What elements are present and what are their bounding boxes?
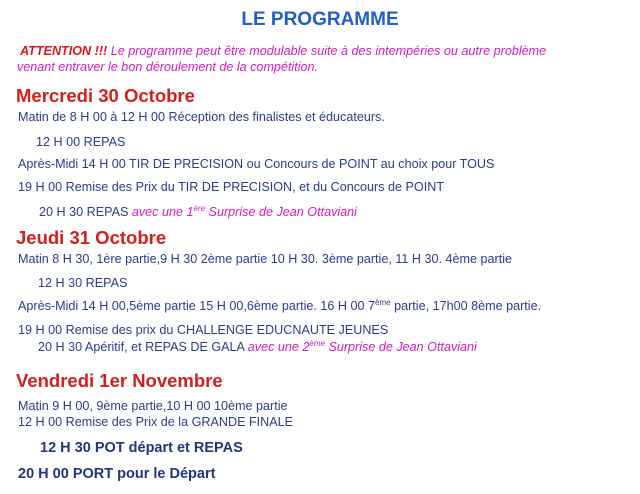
mercredi-line-1: Matin de 8 H 00 à 12 H 00 Réception des finalistes et éducateurs. <box>18 110 385 124</box>
page-title: LE PROGRAMME <box>241 9 399 30</box>
jeudi-surprise-sup: ème <box>309 338 325 348</box>
mercredi-surprise-text <box>132 205 357 219</box>
attention-text-2: venant entraver le bon déroulement de la compétition. <box>17 60 319 74</box>
mercredi-surprise-sup: ère <box>193 203 206 213</box>
attention-text-1: Le programme peut être modulable suite à des intempéries ou autre problème <box>110 44 547 58</box>
mercredi-line-3: Après-Midi 14 H 00 TIR DE PRECISION ou Concours de POINT au choix pour TOUS <box>18 157 495 171</box>
jeudi-line-5-main: 20 H 30 Apéritif, et REPAS DE GALA <box>38 340 248 354</box>
attention-line-1 <box>20 44 546 59</box>
mercredi-line-4: 19 H 00 Remise des Prix du TIR DE PRECISION, et du Concours de POINT <box>18 180 445 194</box>
jeudi-surprise-c: Surprise de Jean Ottaviani <box>324 340 477 354</box>
jeudi-surprise-a: avec une 2 <box>247 340 310 354</box>
vendredi-line-2: 12 H 00 Remise des Prix de la GRANDE FINALE <box>18 415 294 429</box>
attention-label: ATTENTION !!! <box>20 44 108 58</box>
jeudi-line-1: Matin 8 H 30, 1ère partie,9 H 30 2ème partie 10 H 30. 3ème partie, 11 H 30. 4ème partie <box>18 252 512 266</box>
jeudi-line-3-sup: ème <box>375 297 391 307</box>
mercredi-line-2: 12 H 00 REPAS <box>36 135 126 149</box>
jeudi-line-3-a: Après-Midi 14 H 00,5ème partie 15 H 00,6ème partie. 16 H 00 7 <box>18 299 376 313</box>
jeudi-line-2: 12 H 30 REPAS <box>38 276 128 290</box>
vendredi-line-4: 20 H 00 PORT pour le Départ <box>18 466 216 482</box>
jeudi-line-4: 19 H 00 Remise des prix du CHALLENGE EDUCNAUTE JEUNES <box>18 323 389 337</box>
day-heading-mercredi: Mercredi 30 Octobre <box>16 85 195 106</box>
jeudi-surprise-text <box>248 340 477 354</box>
vendredi-line-1: Matin 9 H 00, 9ème partie,10 H 00 10ème partie <box>18 399 288 413</box>
day-heading-jeudi: Jeudi 31 Octobre <box>16 227 167 248</box>
day-heading-vendredi: Vendredi 1er Novembre <box>16 370 223 391</box>
jeudi-line-3-b: partie, 17h00 8ème partie. <box>390 299 542 313</box>
vendredi-line-3: 12 H 30 POT départ et REPAS <box>40 440 243 456</box>
jeudi-line-5 <box>38 340 477 355</box>
mercredi-line-5-main: 20 H 30 REPAS <box>39 205 132 219</box>
mercredi-surprise-a: avec une 1 <box>131 205 194 219</box>
mercredi-line-5 <box>39 205 357 220</box>
mercredi-surprise-c: Surprise de Jean Ottaviani <box>205 205 357 219</box>
jeudi-line-3 <box>18 299 541 314</box>
